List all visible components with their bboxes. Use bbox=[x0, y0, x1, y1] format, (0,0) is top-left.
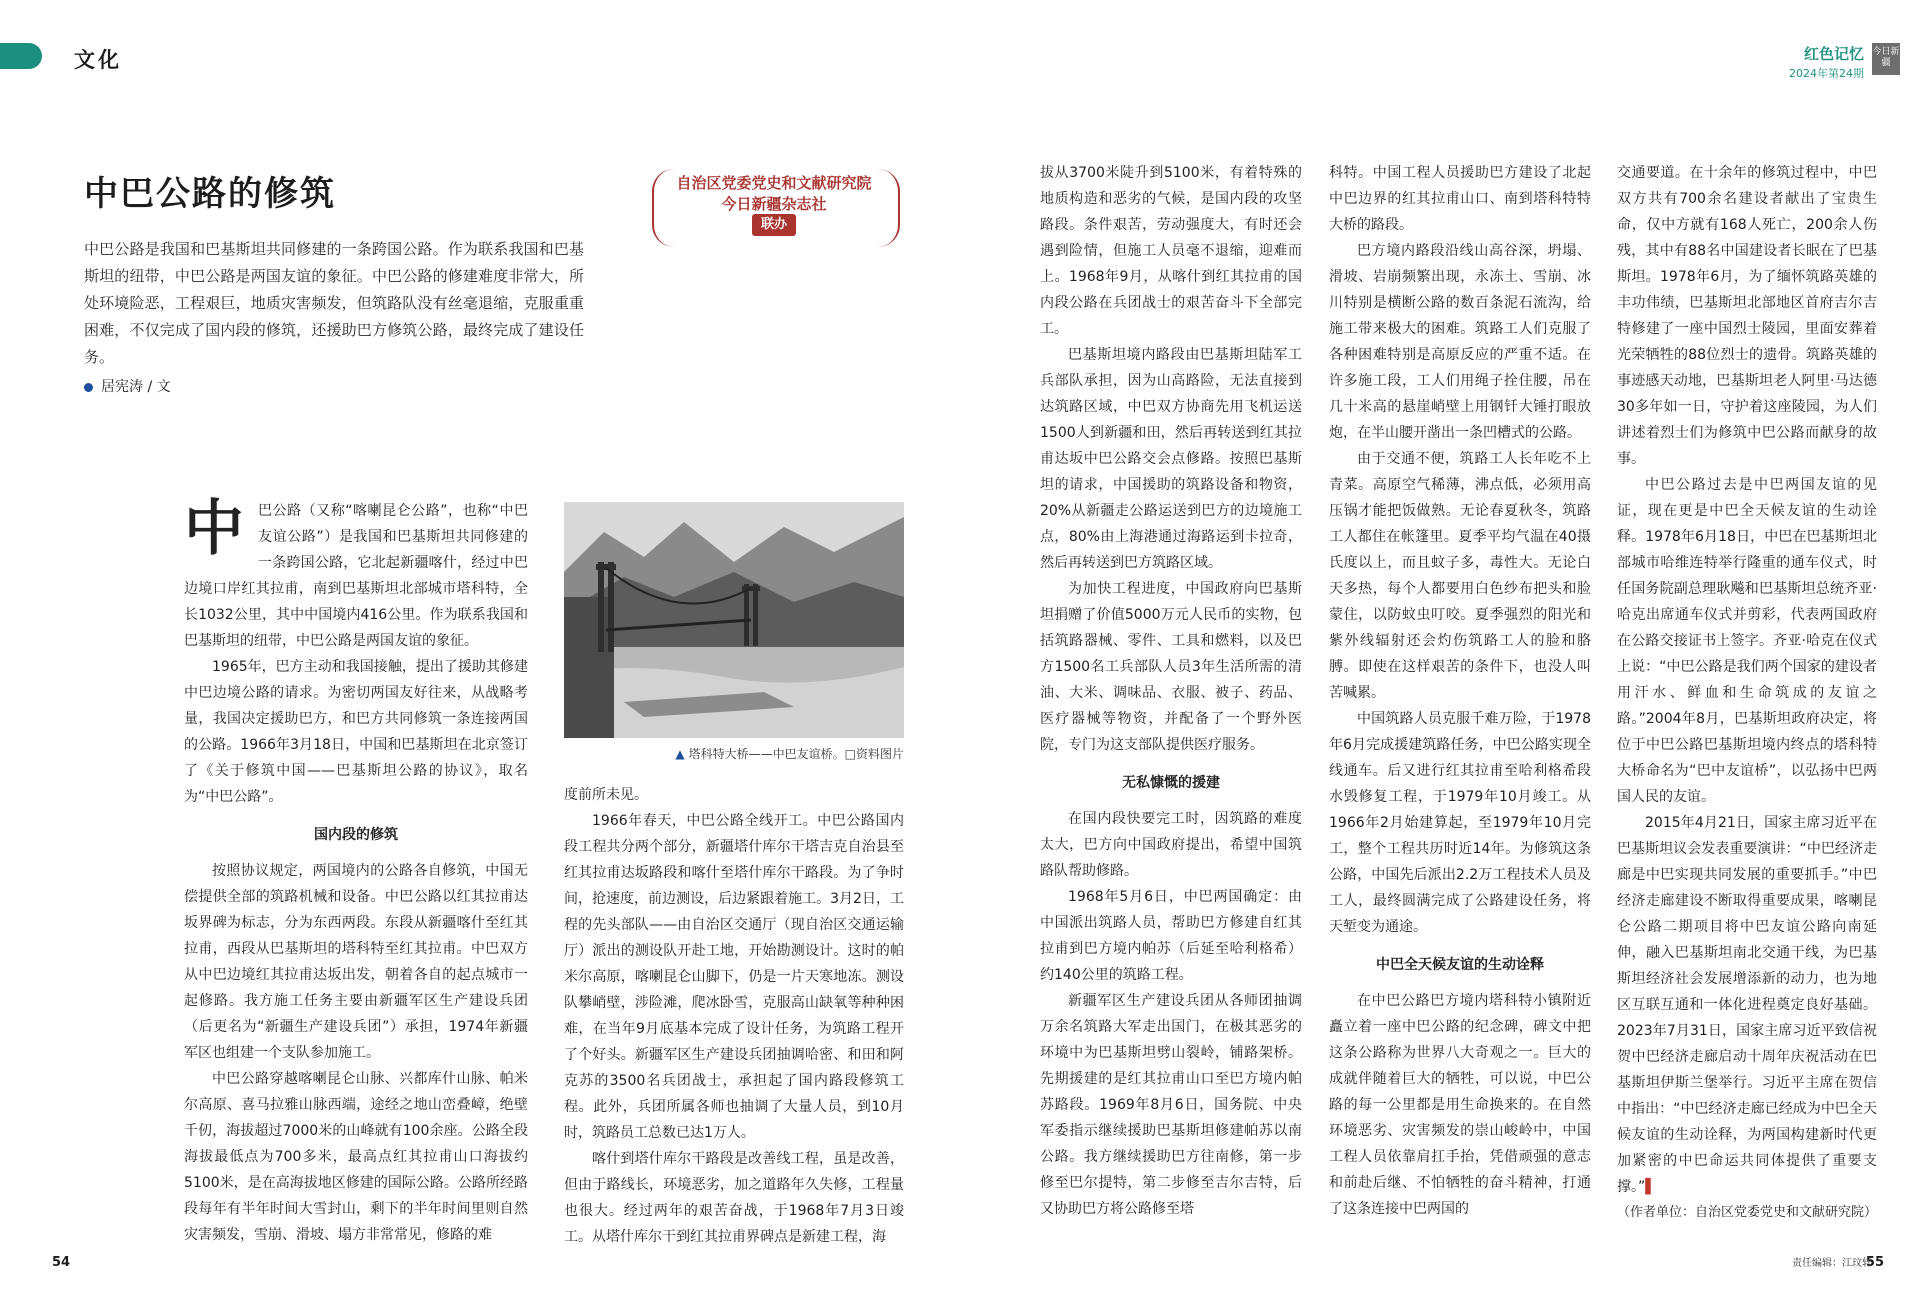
section-label: 文化 bbox=[74, 48, 122, 72]
paragraph: 在中巴公路巴方境内塔科特小镇附近矗立着一座中巴公路的纪念碑，碑文中把这条公路称为世界八大奇观之一。巨大的成就伴随着巨大的牺牲，可以说，中巴公路的每一公里都是用生命换来的。在自然环境恶劣、灾害频发的崇山峻岭中，中国工程人员依靠肩扛手抬，凭借顽强的意志和前赴后继、不怕牺牲的奋斗精神，打通了这条连接中巴两国的 bbox=[1329, 993, 1591, 1217]
bullet-dot-icon bbox=[84, 383, 93, 392]
paragraph: 巴公路（又称“喀喇昆仑公路”，也称“中巴友谊公路”）是我国和巴基斯坦共同修建的一条跨国公路，它北起新疆喀什，经过中巴边境口岸红其拉甫，南到巴基斯坦北部城市塔科特，全长1032公里，其中中国境内416公里。作为联系我国和巴基斯坦的纽带，中巴公路是两国友谊的象征。 bbox=[184, 503, 528, 649]
author: 居宪涛 / 文 bbox=[101, 379, 171, 395]
section-heading: 国内段的修筑 bbox=[314, 827, 398, 843]
series-header bbox=[1789, 43, 1864, 81]
paragraph: 新疆军区生产建设兵团从各师团抽调万余名筑路大军走出国门，在极其恶劣的环境中为巴基斯坦劈山裂岭，铺路架桥。先期援建的是红其拉甫山口至巴方境内帕苏路段。1969年8月6日，国务院、中央军委指示继续援助巴基斯坦修建帕苏以南公路。我方继续援助巴方往南修，第一步修至巴尔提特，第二步修至吉尔吉特，后又协助巴方将公路修至塔 bbox=[1040, 993, 1302, 1217]
paragraph: 中巴公路穿越喀喇昆仑山脉、兴都库什山脉、帕米尔高原、喜马拉雅山脉西端，途经之地山峦叠嶂，绝壁千仞，海拔超过7000米的山峰就有100余座。公路全段海拔最低点为700多米，最高点红其拉甫山口海拔约5100米，是在高海拔地区修建的国际公路。公路所经路段每年有半年时间大雪封山，剩下的半年时间里则自然灾害频发，雪崩、滑坡、塌方非常常见，修路的难 bbox=[184, 1071, 528, 1243]
paragraph bbox=[1617, 810, 1877, 1200]
paragraph: 1966年春天，中巴公路全线开工。中巴公路国内段工程共分两个部分，新疆塔什库尔干塔吉克自治县至红其拉甫达坂路段和喀什至塔什库尔干路段。为了争时间，抢速度，前边测设，后边紧跟着施工。3月2日，工程的先头部队——由自治区交通厅（现自治区交通运输厅）派出的测设队开赴工地，开始勘测设计。这时的帕米尔高原，喀喇昆仑山脚下，仍是一片天寒地冻。测设队攀峭壁，涉险滩，爬冰卧雪，克服高山缺氧等种种困难，在当年9月底基本完成了设计任务，为筑路工程开了个好头。新疆军区生产建设兵团抽调哈密、和田和阿克苏的3500名兵团战士，承担起了国内路段修筑工程。此外，兵团所属各师也抽调了大量人员，到10月时，筑路员工总数已达1万人。 bbox=[564, 813, 904, 1141]
magazine-logo: 今日新疆 bbox=[1872, 43, 1900, 75]
paragraph: 中巴公路过去是中巴两国友谊的见证，现在更是中巴全天候友谊的生动诠释。1978年6月18日，中巴在巴基斯坦北部城市哈维连特举行隆重的通车仪式，时任国务院副总理耿飚和巴基斯坦总统齐亚·哈克出席通车仪式并剪彩，代表两国政府在公路交接证书上签字。齐亚·哈克在仪式上说：“中巴公路是我们两个国家的建设者用汗水、鲜血和生命筑成的友谊之路。”2004年8月，巴基斯坦政府决定，将位于中巴公路巴基斯坦境内终点的塔科特大桥命名为“巴中友谊桥”，以弘扬中巴两国人民的友谊。 bbox=[1617, 477, 1877, 805]
paragraph: 1968年5月6日，中巴两国确定：由中国派出筑路人员，帮助巴方修建自红其拉甫到巴方境内帕苏（后延至哈利格希）约140公里的筑路工程。 bbox=[1040, 889, 1302, 983]
caption-text: 塔科特大桥——中巴友谊桥。 bbox=[688, 747, 845, 761]
triangle-icon: ▲ bbox=[675, 747, 685, 761]
paragraph: 科特。中国工程人员援助巴方建设了北起中巴边界的红其拉甫山口、南到塔科特特大桥的路段。 bbox=[1329, 165, 1591, 233]
paragraph: 度前所未见。 bbox=[564, 787, 648, 803]
section-heading: 无私慷慨的援建 bbox=[1122, 775, 1220, 791]
paragraph: 交通要道。在十余年的修筑过程中，中巴双方共有700余名建设者献出了宝贵生命，仅中方就有168人死亡，200余人伤残，其中有88名中国建设者长眠在了巴基斯坦。1978年6月，为了缅怀筑路英雄的丰功伟绩，巴基斯坦北部地区首府吉尔吉特修建了一座中国烈士陵园，里面安葬着光荣牺牲的88位烈士的遗骨。筑路英雄的事迹感天动地，巴基斯坦老人阿里·马达德30多年如一日，守护着这座陵园，为人们讲述着烈士们为修筑中巴公路而献身的故事。 bbox=[1617, 165, 1877, 467]
article-title: 中巴公路的修筑 bbox=[84, 174, 336, 214]
section-heading: 中巴全天候友谊的生动诠释 bbox=[1376, 957, 1544, 973]
publisher-line-2: 今日新疆杂志社 bbox=[721, 195, 827, 213]
column-1 bbox=[184, 494, 528, 1248]
publisher-line-1: 自治区党委党史和文献研究院 bbox=[676, 174, 872, 192]
column-2 bbox=[564, 782, 904, 1250]
paragraph: 1965年，巴方主动和我国接触，提出了援助其修建中巴边境公路的请求。为密切两国友好往来，从战略考量，我国决定援助巴方，和巴方共同修筑一条连接两国的公路。1966年3月18日，中国和巴基斯坦在北京签订了《关于修筑中国——巴基斯坦公路的协议》，取名为“中巴公路”。 bbox=[184, 659, 528, 805]
photo-caption bbox=[564, 745, 904, 762]
bridge-photo-illustration bbox=[564, 502, 904, 738]
author-affiliation: （作者单位：自治区党委党史和文献研究院） bbox=[1617, 1205, 1878, 1220]
paragraph-text: 2015年4月21日，国家主席习近平在巴基斯坦议会发表重要演讲：“中巴经济走廊是中巴实现共同发展的重要抓手。”中巴经济走廊建设不断取得重要成果，喀喇昆仑公路二期项目将中巴友谊公路向南延伸，融入巴基斯坦南北交通干线，为巴基斯坦经济社会发展增添新的动力，也为地区互联互通和一体化进程奠定良好基础。2023年7月31日，国家主席习近平致信祝贺中巴经济走廊启动十周年庆祝活动在巴基斯坦伊斯兰堡举行。习近平主席在贺信中指出：“中巴经济走廊已经成为中巴全天候友谊的生动诠释，为两国构建新时代更加紧密的中巴命运共同体提供了重要支撑。” bbox=[1617, 815, 1877, 1195]
section-tab-marker bbox=[0, 43, 42, 69]
photo-bridge bbox=[564, 502, 904, 738]
column-5 bbox=[1617, 160, 1877, 1226]
page-number-right: 55 bbox=[1865, 1255, 1884, 1270]
series-title: 红色记忆 bbox=[1803, 45, 1864, 63]
paragraph: 在国内段快要完工时，因筑路的难度太大，巴方向中国政府提出，希望中国筑路队帮助修路。 bbox=[1040, 811, 1302, 879]
paragraph: 按照协议规定，两国境内的公路各自修筑，中国无偿提供全部的筑路机械和设备。中巴公路以红其拉甫达坂界碑为标志，分为东西两段。东段从新疆喀什至红其拉甫，西段从巴基斯坦的塔科特至红其拉甫。中巴双方从中巴边境红其拉甫达坂出发，朝着各自的起点城市一起修路。我方施工任务主要由新疆军区生产建设兵团（后更名为“新疆生产建设兵团”）承担，1974年新疆军区也组建一个支队参加施工。 bbox=[184, 863, 528, 1061]
caption-credit: □资料图片 bbox=[844, 747, 904, 761]
paragraph: 喀什到塔什库尔干路段是改善线工程，虽是改善，但由于路线长，环境恶劣，加之道路年久失修，工程量也很大。经过两年的艰苦奋战，于1968年7月3日竣工。从塔什库尔干到红其拉甫界碑点是新建工程，海 bbox=[564, 1151, 904, 1245]
paragraph: 为加快工程进度，中国政府向巴基斯坦捐赠了价值5000万元人民币的实物，包括筑路器械、零件、工具和燃料，以及巴方1500名工兵部队人员3年生活所需的清油、大米、调味品、衣服、被子、药品、医疗器械等物资，并配备了一个野外医院，专门为这支部队提供医疗服务。 bbox=[1040, 581, 1302, 753]
paragraph: 巴基斯坦境内路段由巴基斯坦陆军工兵部队承担，因为山高路险，无法直接到达筑路区域，中巴双方协商先用飞机运送1500人到新疆和田，然后再转送到红其拉甫达坂中巴公路交会点修路。按照巴基斯坦的请求，中国援助的筑路设备和物资，20%从新疆走公路运送到巴方的边境施工点，80%由上海港通过海路运到卡拉奇，然后再转送到巴方筑路区域。 bbox=[1040, 347, 1302, 571]
issue-number: 2024年第24期 bbox=[1789, 67, 1864, 80]
editor-credit: 责任编辑：江玟轩 bbox=[1792, 1258, 1872, 1269]
column-4 bbox=[1329, 160, 1591, 1222]
paragraph: 中国筑路人员克服千难万险，于1978年6月完成援建筑路任务，中巴公路实现全线通车。后又进行红其拉甫至哈利格希段水毁修复工程，于1979年10月竣工。从1966年2月始建算起，至1979年10月完工，整个工程共历时近14年。为修筑这条公路，中国先后派出2.2万工程技术人员及工人，最终圆满完成了公路建设任务，将天堑变为通途。 bbox=[1329, 711, 1591, 935]
end-mark-icon: ▌ bbox=[1645, 1179, 1657, 1195]
column-3 bbox=[1040, 160, 1302, 1222]
paragraph: 巴方境内路段沿线山高谷深，坍塌、滑坡、岩崩频繁出现，永冻土、雪崩、冰川特别是横断公路的数百条泥石流沟，给施工带来极大的困难。筑路工人们克服了各种困难特别是高原反应的严重不适。在许多施工段，工人们用绳子拴住腰，吊在几十米高的悬崖峭壁上用钢钎大锤打眼放炮，在半山腰开凿出一条凹槽式的公路。 bbox=[1329, 243, 1591, 441]
publisher-badge: 联办 bbox=[752, 214, 796, 236]
page-number-left: 54 bbox=[52, 1255, 71, 1270]
paragraph: 拔从3700米陡升到5100米，有着特殊的地质构造和恶劣的气候，是国内段的攻坚路段。条件艰苦，劳动强度大，有时还会遇到险情，但施工人员毫不退缩，迎难而上。1968年9月，从喀什到红其拉甫的国内段公路在兵团战士的艰苦奋斗下全部完工。 bbox=[1040, 165, 1302, 337]
paragraph: 由于交通不便，筑路工人长年吃不上青菜。高原空气稀薄，沸点低，必须用高压锅才能把饭做熟。无论春夏秋冬，筑路工人都住在帐篷里。夏季平均气温在40摄氏度以上，而且蚊子多，毒性大。无论白天多热，每个人都要用白色纱布把头和脸蒙住，以防蚊虫叮咬。夏季强烈的阳光和紫外线辐射还会灼伤筑路工人的脸和胳膊。即使在这样艰苦的条件下，也没人叫苦喊累。 bbox=[1329, 451, 1591, 701]
article-abstract: 中巴公路是我国和巴基斯坦共同修建的一条跨国公路。作为联系我国和巴基斯坦的纽带，中巴公路是两国友谊的象征。中巴公路的修建难度非常大，所处环境险恶，工程艰巨，地质灾害频发，但筑路队没有丝毫退缩，克服重重困难，不仅完成了国内段的修筑，还援助巴方修筑公路，最终完成了建设任务。 bbox=[84, 240, 584, 366]
dropcap: 中 bbox=[184, 494, 244, 564]
byline bbox=[84, 376, 171, 396]
